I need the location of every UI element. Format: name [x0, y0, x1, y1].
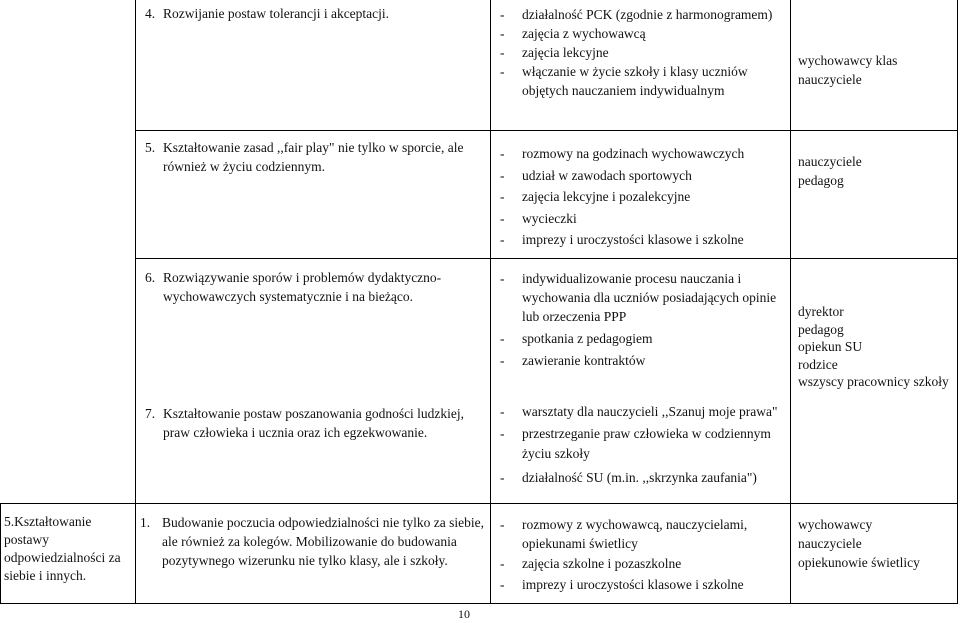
activities-cell: [500, 269, 785, 370]
responsible-person: pedagog: [798, 173, 844, 188]
activities-cell: [500, 143, 785, 251]
responsible-person: nauczyciele: [798, 72, 862, 87]
goal-cell: [140, 513, 485, 570]
table-border-bottom: [0, 603, 958, 604]
responsible-cell: [798, 152, 953, 190]
responsible-person: pedagog: [798, 321, 844, 337]
goal-text: Kształtowanie postaw poszanowania godności ludzkiej, praw człowieka i ucznia oraz ich egzekwowanie.: [163, 406, 465, 440]
activity-item: - zajęcia szkolne i pozaszkolne: [500, 556, 682, 571]
column-divider: [490, 0, 491, 604]
activities-cell: [500, 402, 785, 488]
responsible-cell: [798, 51, 953, 89]
area-text: 5.Kształtowanie postawy odpowiedzialności za siebie i innych.: [4, 514, 121, 583]
goal-number: 5.: [145, 140, 156, 155]
activity-item: - udział w zawodach sportowych: [500, 167, 692, 183]
activity-item: - zajęcia lekcyjne i pozalekcyjne: [500, 189, 691, 204]
column-divider: [790, 0, 791, 604]
responsible-cell: [798, 515, 953, 572]
activity-item: - zawieranie kontraktów: [500, 353, 646, 368]
responsible-person: nauczyciele: [798, 536, 862, 551]
table-border-right: [957, 0, 958, 604]
activity-item: - zajęcia lekcyjne: [500, 45, 609, 60]
goal-item: [145, 268, 485, 306]
activity-item: - rozmowy z wychowawcą, nauczycielami, opiekunami świetlicy: [500, 517, 748, 551]
goal-cell: [145, 404, 485, 442]
activity-item: - imprezy i uroczystości klasowe i szkolne: [500, 576, 744, 592]
activity-item: - włączanie w życie szkoły i klasy uczniów objętych nauczaniem indywidualnym: [500, 64, 748, 98]
goal-item: [145, 404, 485, 442]
goal-number: 4.: [145, 6, 156, 21]
column-divider: [135, 0, 136, 604]
goal-text: Rozwiązywanie sporów i problemów dydaktyczno-wychowawczych systematycznie i na bieżąco.: [163, 270, 442, 304]
activities-cell: [500, 5, 785, 100]
row-divider: [135, 130, 958, 131]
goal-cell: [145, 4, 485, 23]
responsible-cell: [798, 303, 953, 391]
goal-text: Rozwijanie postaw tolerancji i akceptacji.: [163, 6, 390, 21]
table-border-left: [0, 503, 1, 604]
activity-item: - przestrzeganie praw człowieka w codziennym życiu szkoły: [500, 426, 771, 461]
activity-item: - spotkania z pedagogiem: [500, 331, 653, 346]
goal-item: [140, 513, 485, 570]
responsible-person: wszyscy pracownicy szkoły: [798, 374, 949, 389]
responsible-person: wychowawcy: [798, 517, 873, 532]
goal-item: [145, 4, 485, 23]
responsible-person: opiekunowie świetlicy: [798, 555, 920, 570]
goal-cell: [145, 268, 485, 306]
activity-item: - imprezy i uroczystości klasowe i szkolne: [500, 232, 744, 247]
goal-number: 1.: [140, 515, 151, 530]
activity-item: - wycieczki: [500, 210, 577, 226]
area-cell: [4, 513, 132, 585]
responsible-person: dyrektor: [798, 304, 844, 319]
goal-item: [145, 138, 485, 176]
activity-item: - rozmowy na godzinach wychowawczych: [500, 146, 745, 161]
responsible-person: opiekun SU: [798, 339, 863, 354]
goal-text: Kształtowanie zasad ,,fair play" nie tylko w sporcie, ale również w życiu codziennym.: [163, 140, 464, 174]
activity-item: - działalność PCK (zgodnie z harmonogramem): [500, 7, 773, 22]
responsible-person: rodzice: [798, 356, 838, 372]
responsible-person: nauczyciele: [798, 154, 862, 169]
activity-item: - działalność SU (m.in. ,,skrzynka zaufania"): [500, 470, 757, 485]
activity-item: - warsztaty dla nauczycieli ,,Szanuj moje prawa": [500, 404, 778, 419]
goal-cell: [145, 138, 485, 176]
goal-text: Budowanie poczucia odpowiedzialności nie tylko za siebie, ale również za kolegów. Mobilizowanie do budowania pozytywnego wizerunku nie tylko klasy, ale i szkoły.: [162, 515, 485, 568]
activity-item: - zajęcia z wychowawcą: [500, 26, 646, 41]
row-divider: [135, 258, 958, 259]
page-number: 10: [458, 607, 470, 621]
activity-item: - indywidualizowanie procesu nauczania i wychowania dla uczniów posiadających opinie lub orzeczenia PPP: [500, 271, 777, 324]
responsible-person: wychowawcy klas: [798, 53, 898, 68]
goal-number: 6.: [145, 270, 156, 285]
goal-number: 7.: [145, 406, 156, 421]
activities-cell: [500, 516, 785, 594]
row-divider: [0, 503, 958, 504]
